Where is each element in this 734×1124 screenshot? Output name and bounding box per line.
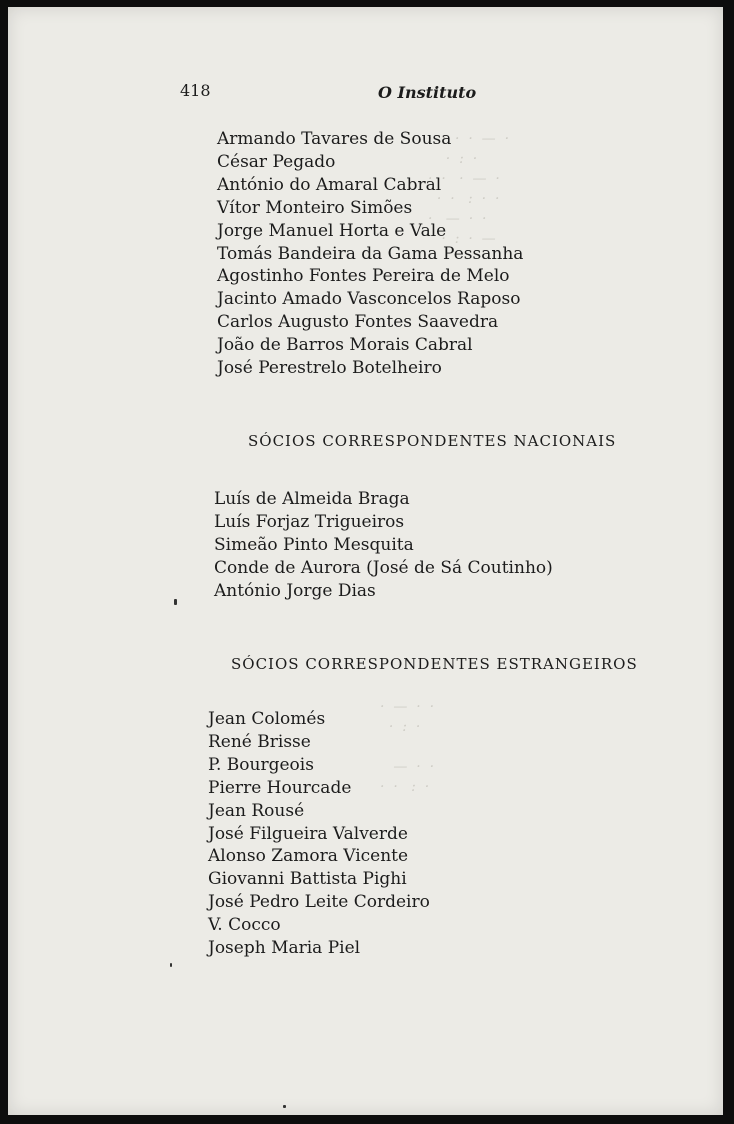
member-list (217, 128, 523, 380)
page-header (180, 81, 480, 107)
list-item: Vítor Monteiro Simões (217, 197, 413, 218)
list-item: Luís de Almeida Braga (214, 489, 410, 509)
list-item: Pierre Hourcade (208, 777, 352, 798)
scan-speck (170, 963, 172, 967)
list-item: P. Bourgeois (208, 754, 314, 775)
list-item: Tomás Bandeira da Gama Pessanha (217, 243, 524, 264)
section-heading-foreign: SÓCIOS CORRESPONDENTES ESTRANGEIROS (231, 655, 638, 673)
list-item: José Perestrelo Botelheiro (217, 358, 442, 379)
list-item: António do Amaral Cabral (217, 174, 442, 195)
list-item: César Pegado (217, 151, 336, 172)
list-item: João de Barros Morais Cabral (217, 335, 473, 356)
national-correspondents-list (214, 488, 553, 603)
list-item: Agostinho Fontes Pereira de Melo (217, 266, 510, 287)
list-item: José Filgueira Valverde (208, 823, 408, 844)
list-item: Jean Colomés (208, 709, 326, 729)
list-item: António Jorge Dias (214, 580, 376, 601)
page-number: 418 (180, 81, 211, 100)
document-page (8, 7, 723, 1115)
bleed-through-texture: · : · · — · · : · · · · — · · · : · · · — · · · : · — (428, 131, 510, 247)
scan-speck (174, 599, 177, 605)
list-item: Jean Rousé (208, 800, 305, 821)
section-heading-national: SÓCIOS CORRESPONDENTES NACIONAIS (248, 432, 617, 450)
list-item: Carlos Augusto Fontes Saavedra (217, 312, 499, 333)
list-item: Simeão Pinto Mesquita (214, 534, 414, 555)
bleed-through-texture: · — · · · : · — · · · · : · (380, 699, 435, 795)
running-title: O Instituto (378, 83, 477, 102)
list-item: Jacinto Amado Vasconcelos Raposo (217, 289, 521, 310)
list-item: Jorge Manuel Horta e Vale (217, 220, 447, 241)
list-item: Conde de Aurora (José de Sá Coutinho) (214, 557, 553, 578)
list-item: Giovanni Battista Pighi (208, 869, 407, 890)
scan-speck (283, 1105, 286, 1108)
list-item: René Brisse (208, 731, 311, 752)
list-item: V. Cocco (208, 915, 281, 936)
list-item: Joseph Maria Piel (208, 938, 361, 959)
list-item: José Pedro Leite Cordeiro (208, 892, 430, 913)
foreign-correspondents-list (208, 708, 430, 960)
list-item: Armando Tavares de Sousa (217, 129, 452, 149)
list-item: Alonso Zamora Vicente (208, 846, 409, 867)
list-item: Luís Forjaz Trigueiros (214, 511, 405, 532)
